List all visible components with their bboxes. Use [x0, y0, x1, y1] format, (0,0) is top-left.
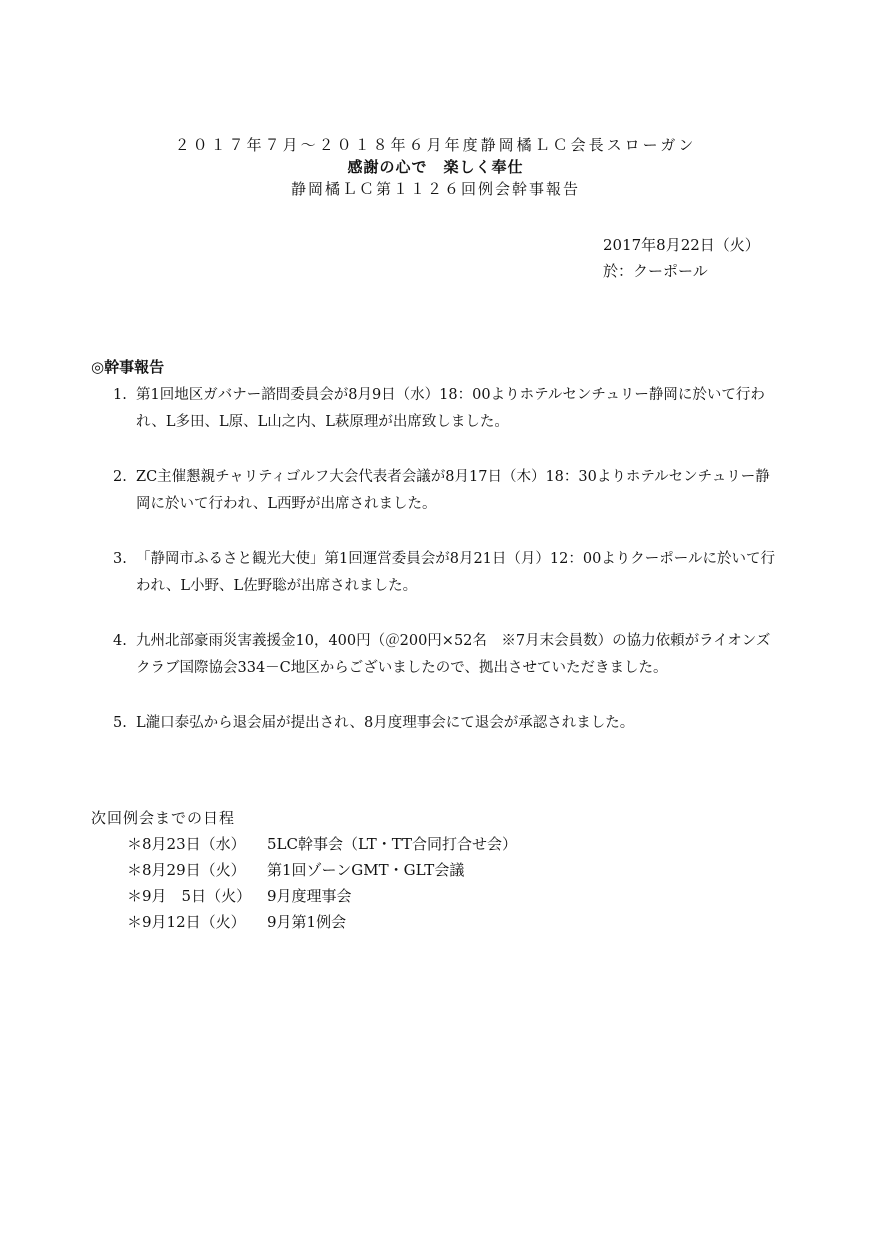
- schedule-date: ＊8月29日（火）: [127, 861, 246, 879]
- schedule-date: ＊9月 5日（火）: [127, 887, 252, 905]
- schedule-item: [91, 857, 517, 883]
- schedule-event: 9月第1例会: [267, 913, 347, 931]
- slogan-title: ２０１７年７月～２０１８年６月年度静岡橘ＬＣ会長スローガン: [174, 136, 697, 154]
- report-item-number: 4.: [113, 633, 127, 649]
- report-item: [113, 382, 781, 436]
- report-item-number: 1.: [113, 387, 127, 403]
- report-list: [113, 382, 781, 765]
- report-item-text: L瀧口泰弘から退会届が提出され、8月度理事会にて退会が承認されました。: [136, 715, 635, 731]
- schedule-list: [91, 831, 517, 935]
- schedule-item: [91, 909, 517, 935]
- schedule-title: 次回例会までの日程: [91, 809, 236, 827]
- date-venue-block: [603, 232, 760, 284]
- report-item-text: ZC主催懇親チャリティゴルフ大会代表者会議が8月17日（木）18：30よりホテルセンチュリー静岡に於いて行われ、L西野が出席されました。: [136, 469, 770, 512]
- report-item-text: 九州北部豪雨災害義援金10，400円（＠200円×52名 ※7月末会員数）の協力依頼がライオンズクラブ国際協会334－C地区からございましたので、拠出させていただきました。: [136, 633, 771, 676]
- schedule-event: 5LC幹事会（LT・TT合同打合せ会）: [267, 835, 518, 853]
- president-slogan: 感謝の心で 楽しく奉仕: [347, 158, 524, 176]
- report-title: 静岡橘ＬＣ第１１２６回例会幹事報告: [290, 180, 580, 198]
- report-item-number: 3.: [113, 551, 127, 567]
- section-heading: ◎幹事報告: [91, 358, 165, 376]
- schedule-item: [91, 831, 517, 857]
- schedule-section: [91, 805, 517, 935]
- schedule-event: 9月度理事会: [267, 887, 352, 905]
- document-header: [0, 134, 871, 200]
- meeting-date: 2017年8月22日（火）: [603, 236, 760, 254]
- report-item-number: 2.: [113, 469, 127, 485]
- schedule-date: ＊9月12日（火）: [127, 913, 246, 931]
- schedule-item: [91, 883, 517, 909]
- report-item: [113, 710, 781, 737]
- schedule-date: ＊8月23日（水）: [127, 835, 246, 853]
- report-item: [113, 546, 781, 600]
- report-item: [113, 464, 781, 518]
- report-item-number: 5.: [113, 715, 127, 731]
- schedule-event: 第1回ゾーンGMT・GLT会議: [267, 861, 465, 879]
- meeting-venue: 於：クーポール: [603, 262, 708, 280]
- report-item-text: 「静岡市ふるさと観光大使」第1回運営委員会が8月21日（月）12：00よりクーポールに於いて行われ、L小野、L佐野聡が出席されました。: [136, 551, 776, 594]
- report-item-text: 第1回地区ガバナー諮問委員会が8月9日（水）18：00よりホテルセンチュリー静岡に於いて行われ、L多田、L原、L山之内、L萩原理が出席致しました。: [136, 387, 765, 430]
- report-item: [113, 628, 781, 682]
